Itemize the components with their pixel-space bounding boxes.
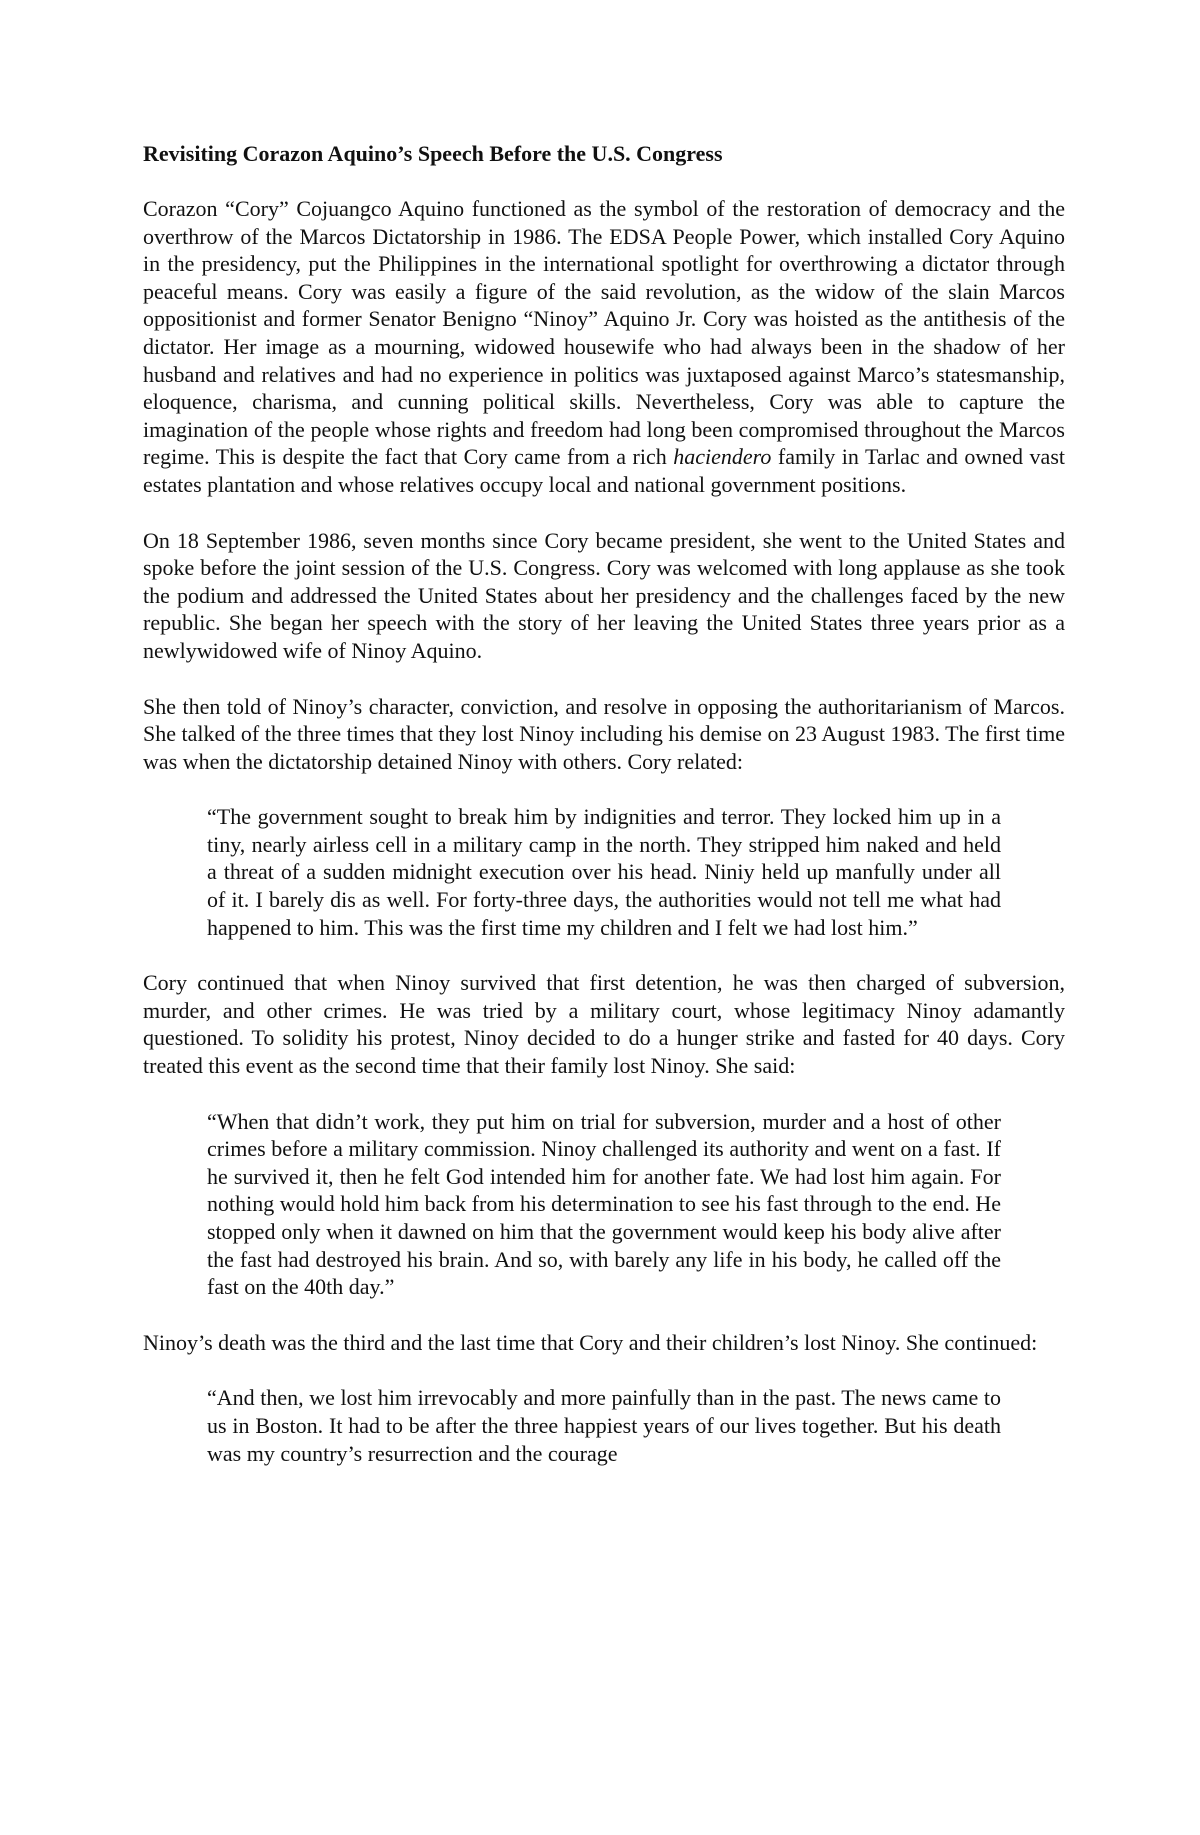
quote-first-loss: “The government sought to break him by indignities and terror. They locked him up in a tiny, nearly airless cell in a military camp in the north. They stripped him naked and held a threat of a sudden midnight execution over his head. Niniy held up manfully under all of it. I barely dis as well. For forty-three days, the authorities would not tell me what had happened to him. This was the first time my children and I felt we had lost him.” (207, 804, 1001, 940)
paragraph-intro (143, 195, 1065, 499)
paragraph-intro-text-b: family in Tarlac and owned vast estates plantation and whose relatives occupy local and national government positions. (143, 444, 1065, 497)
paragraph-hunger-strike: Cory continued that when Ninoy survived that first detention, he was then charged of subversion, murder, and other crimes. He was tried by a military court, whose legitimacy Ninoy adamantly questioned. To solidity his protest, Ninoy decided to do a hunger strike and fasted for 40 days. Cory treated this event as the second time that their family lost Ninoy. She said: (143, 970, 1065, 1079)
paragraph-congress-visit: On 18 September 1986, seven months since Cory became president, she went to the United States and spoke before the joint session of the U.S. Congress. Cory was welcomed with long applause as she took the podium and addressed the United States about her presidency and the challenges faced by the new republic. She began her speech with the story of her leaving the United States three years prior as a newlywidowed wife of Ninoy Aquino. (143, 527, 1065, 663)
paragraph-ninoy-character: She then told of Ninoy’s character, conviction, and resolve in opposing the authoritarianism of Marcos. She talked of the three times that they lost Ninoy including his demise on 23 August 1983. The first time was when the dictatorship detained Ninoy with others. Cory related: (143, 693, 1065, 774)
paragraph-intro-text-a: Corazon “Cory” Cojuangco Aquino functioned as the symbol of the restoration of democracy and the overthrow of the Marcos Dictatorship in 1986. The EDSA People Power, which installed Cory Aquino in the presidency, put the Philippines in the international spotlight for overthrowing a dictator through peaceful means. Cory was easily a figure of the said revolution, as the widow of the slain Marcos oppositionist and former Senator Benigno “Ninoy” Aquino Jr. Cory was hoisted as the antithesis of the dictator. Her image as a mourning, widowed housewife who had always been in the shadow of her husband and relatives and had no experience in politics was juxtaposed against Marco’s statesmanship, eloquence, charisma, and cunning political skills. Nevertheless, Cory was able to capture the imagination of the people whose rights and freedom had long been compromised throughout the Marcos regime. This is despite the fact that Cory came from a rich (143, 196, 1065, 470)
document-page (143, 140, 1065, 1467)
document-title: Revisiting Corazon Aquino’s Speech Before the U.S. Congress (143, 141, 723, 166)
quote-second-loss: “When that didn’t work, they put him on trial for subversion, murder and a host of other crimes before a military commission. Ninoy challenged its authority and went on a fast. If he survived it, then he felt God intended him for another fate. We had lost him again. For nothing would hold him back from his determination to see his fast through to the end. He stopped only when it dawned on him that the government would keep his body alive after the fast had destroyed his brain. And so, with barely any life in his body, he called off the fast on the 40th day.” (207, 1108, 1001, 1300)
quote-third-loss: “And then, we lost him irrevocably and more painfully than in the past. The news came to us in Boston. It had to be after the three happiest years of our lives together. But his death was my country’s resurrection and the courage (207, 1385, 1001, 1466)
paragraph-ninoy-death: Ninoy’s death was the third and the last time that Cory and their children’s lost Ninoy. She continued: (143, 1329, 1038, 1355)
paragraph-intro-italic-term: haciendero (673, 444, 772, 470)
